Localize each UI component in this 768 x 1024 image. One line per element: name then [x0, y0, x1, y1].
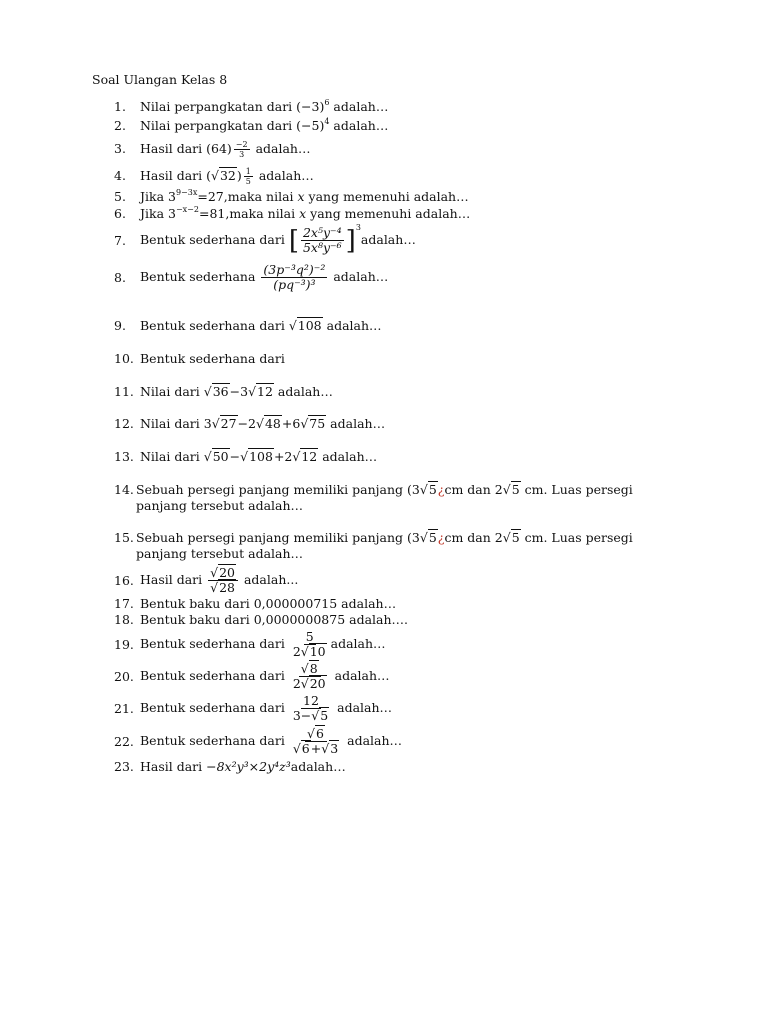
question-number: 4. — [114, 168, 126, 183]
fraction — [301, 226, 344, 255]
question-number: 8. — [114, 269, 126, 285]
fraction — [291, 694, 331, 723]
radicand: 27 — [220, 416, 237, 431]
exponent-numerator: 1 — [245, 167, 251, 176]
bracket-left: [ — [288, 225, 299, 256]
math-rhs: =81 — [198, 206, 226, 221]
exponent-denominator: 5 — [245, 177, 251, 186]
bracket-right: ] — [345, 225, 356, 256]
sqrt: √48 — [256, 416, 281, 431]
math-exponent: 6 — [324, 98, 330, 107]
math-base: (64) — [206, 141, 232, 156]
sqrt: √27 — [211, 416, 237, 431]
question-16 — [114, 566, 298, 595]
question-text-end: cm. Luas persegi panjang tersebut adalah… — [136, 530, 633, 561]
question-text-end: adalah… — [326, 416, 386, 431]
question-number: 21. — [114, 700, 134, 716]
exponent-denominator: 3 — [239, 150, 245, 159]
question-number: 18. — [114, 612, 134, 627]
document-title: Soal Ulangan Kelas 8 — [92, 72, 228, 87]
math-exponent: 9−3x — [175, 188, 198, 197]
radicand: 5 — [428, 482, 437, 497]
operator: − — [229, 449, 241, 464]
sqrt: √5 — [419, 530, 437, 545]
radicand: 20 — [219, 565, 235, 580]
operator: −2 — [237, 416, 257, 431]
question-text: Bentuk sederhana dari — [139, 636, 289, 651]
question-number: 7. — [114, 232, 126, 248]
math-base: 3 — [168, 189, 176, 204]
radicand: 5 — [320, 708, 329, 723]
question-9 — [114, 318, 382, 334]
question-text: Nilai perpangkatan dari — [139, 118, 297, 133]
question-14 — [114, 482, 661, 514]
fraction-denominator: (pq⁻³)³ — [273, 277, 316, 292]
radicand: 32 — [219, 168, 236, 183]
question-number: 2. — [114, 118, 126, 133]
question-text: Nilai dari — [139, 384, 204, 399]
question-5 — [114, 189, 469, 205]
fraction-numerator: 2x⁵y⁻⁴ — [302, 225, 342, 240]
math-base: (−3) — [296, 99, 325, 114]
question-text: Bentuk sederhana dari — [139, 351, 285, 366]
question-20 — [114, 662, 390, 691]
question-text-end: adalah… — [318, 449, 378, 464]
variable: x — [299, 206, 307, 221]
math-exponent: −x−2 — [175, 205, 199, 214]
question-number: 10. — [114, 351, 134, 366]
question-number: 19. — [114, 636, 134, 652]
question-text-end: adalah… — [329, 118, 389, 133]
question-text-mid: cm dan 2 — [444, 530, 503, 545]
question-text-mid: ,maka nilai — [223, 189, 298, 204]
question-text-end: adalah… — [329, 269, 389, 284]
question-text: Hasil dari — [139, 141, 207, 156]
question-text: Hasil dari — [139, 168, 207, 183]
sqrt: √12 — [292, 449, 318, 464]
fraction: $\frac{√6}{√6+√3}$ — [292, 726, 339, 756]
question-13 — [114, 449, 377, 465]
question-6 — [114, 206, 470, 222]
question-text: Jika — [139, 189, 168, 204]
variable: x — [297, 189, 305, 204]
question-text-end: cm. Luas persegi panjang tersebut adalah… — [136, 482, 633, 513]
radicand: 75 — [309, 416, 326, 431]
question-number: 20. — [114, 668, 134, 684]
question-15 — [114, 530, 661, 562]
coefficient: 2 — [292, 644, 301, 659]
fraction-denominator: 5x⁸y⁻⁶ — [302, 240, 342, 255]
question-text-end: adalah… — [273, 384, 333, 399]
sqrt: √50 — [203, 449, 229, 464]
fraction — [291, 662, 329, 691]
question-text-mid: cm dan 2 — [444, 482, 503, 497]
radicand: 6 — [315, 726, 324, 741]
radicand: 5 — [428, 530, 437, 545]
sqrt: √10 — [300, 644, 326, 659]
radicand: 28 — [219, 580, 235, 595]
fraction — [208, 566, 238, 595]
question-11 — [114, 384, 333, 400]
question-text-end: adalah… — [330, 636, 386, 651]
question-text: Bentuk baku dari 0,0000000875 adalah…. — [139, 612, 409, 627]
question-text-end: adalah… — [329, 99, 389, 114]
radicand: 50 — [212, 449, 229, 464]
sqrt: √6 — [292, 741, 310, 756]
math-exponent: 3 — [355, 223, 361, 232]
question-1 — [114, 99, 388, 115]
fraction — [261, 263, 327, 292]
math-rhs: =27 — [197, 189, 224, 204]
question-12 — [114, 416, 385, 432]
question-text-end: adalah... — [240, 572, 299, 587]
question-text: Bentuk sederhana dari — [139, 318, 289, 333]
coefficient: 3− — [292, 708, 312, 723]
question-text-end: adalah… — [333, 700, 393, 715]
question-number: 11. — [114, 384, 134, 399]
question-text: Nilai perpangkatan dari — [139, 99, 297, 114]
question-text: Bentuk sederhana dari — [139, 232, 289, 247]
question-22 — [114, 727, 402, 756]
question-number: 17. — [114, 596, 134, 611]
radicand: 6 — [301, 741, 310, 756]
radicand: 5 — [511, 482, 520, 497]
question-number: 23. — [114, 759, 134, 774]
sqrt: √5 — [502, 482, 520, 497]
question-10 — [114, 351, 285, 367]
question-text: Bentuk sederhana dari — [139, 700, 289, 715]
question-text: Sebuah persegi panjang memiliki panjang (3 — [136, 482, 420, 497]
radicand: 3 — [330, 741, 339, 756]
sqrt: √28 — [210, 580, 235, 595]
sqrt: √5 — [419, 482, 437, 497]
sqrt: √3 — [321, 741, 339, 756]
fraction-numerator: (3p⁻³q²)⁻² — [263, 262, 326, 277]
question-text-end: yang memenuhi adalah… — [306, 206, 471, 221]
question-number: 16. — [114, 572, 134, 588]
question-number: 14. — [114, 482, 134, 497]
coefficient: 3 — [203, 416, 212, 431]
radicand: 108 — [297, 318, 322, 333]
question-number: 1. — [114, 99, 126, 114]
question-number: 22. — [114, 733, 134, 749]
question-text: Hasil dari — [139, 759, 207, 774]
radicand: 12 — [257, 384, 273, 399]
question-text: Bentuk sederhana dari — [139, 668, 289, 683]
fraction — [291, 630, 329, 659]
sqrt: √6 — [307, 726, 324, 741]
missing-glyph: ¿ — [437, 482, 445, 497]
question-text-end: adalah… — [290, 759, 346, 774]
question-text: Nilai dari — [139, 449, 204, 464]
sqrt: √75 — [300, 416, 326, 431]
sqrt: √5 — [311, 708, 329, 723]
question-4: 4. Hasil dari (√32) $\frac{1}{5}$ adalah… — [114, 167, 314, 186]
sqrt: √36 — [203, 384, 229, 399]
question-18 — [114, 612, 408, 628]
sqrt: √108 — [288, 318, 322, 333]
question-2 — [114, 118, 388, 134]
question-21 — [114, 694, 392, 723]
question-text-end: adalah… — [251, 141, 311, 156]
question-text: Bentuk sederhana — [139, 269, 260, 284]
question-text-end: yang memenuhi adalah… — [304, 189, 469, 204]
question-number: 9. — [114, 318, 126, 333]
radicand: 8 — [309, 661, 318, 676]
sqrt: √12 — [248, 384, 273, 399]
question-text: Bentuk baku dari 0,000000715 adalah… — [139, 596, 397, 611]
question-text-end: adalah… — [322, 318, 382, 333]
question-7 — [114, 223, 416, 256]
question-text-end: adalah… — [254, 168, 314, 183]
exponent-numerator: −2 — [235, 140, 248, 149]
question-text: Hasil dari — [139, 572, 207, 587]
question-19 — [114, 630, 386, 659]
operator: +2 — [273, 449, 293, 464]
question-text-end: adalah… — [330, 668, 390, 683]
missing-glyph: ¿ — [437, 530, 445, 545]
math-expression: −8x²y³×2y⁴z³ — [206, 759, 291, 774]
question-number: 13. — [114, 449, 134, 464]
fraction-numerator: 5 — [305, 629, 314, 644]
sqrt: √20 — [300, 676, 326, 691]
sqrt: √108 — [240, 449, 273, 464]
radicand: 36 — [212, 384, 229, 399]
radicand: 10 — [309, 644, 326, 659]
question-text: Jika — [139, 206, 168, 221]
question-number: 12. — [114, 416, 134, 431]
question-8 — [114, 263, 388, 292]
question-17 — [114, 596, 396, 612]
question-text: Bentuk sederhana dari — [139, 733, 289, 748]
radicand: 5 — [511, 530, 520, 545]
question-text: Sebuah persegi panjang memiliki panjang (3 — [136, 530, 420, 545]
radicand: 48 — [264, 416, 281, 431]
sqrt: √5 — [502, 530, 520, 545]
radicand: 20 — [309, 676, 326, 691]
sqrt: √20 — [210, 565, 235, 580]
question-number: 6. — [114, 206, 126, 221]
sqrt: √8 — [300, 661, 318, 676]
radicand: 12 — [301, 449, 318, 464]
radicand: 108 — [249, 449, 273, 464]
math-base: (−5) — [296, 118, 325, 133]
math-base: 3 — [168, 206, 176, 221]
sqrt: √32 — [211, 168, 236, 183]
question-number: 3. — [114, 141, 126, 156]
question-text-mid: ,maka nilai — [225, 206, 300, 221]
question-text-end: adalah… — [343, 733, 403, 748]
question-3 — [114, 140, 310, 159]
question-number: 5. — [114, 189, 126, 204]
fraction-numerator: 12 — [303, 693, 319, 708]
coefficient: 2 — [292, 676, 301, 691]
question-text: Nilai dari — [139, 416, 204, 431]
operator: +6 — [281, 416, 301, 431]
operator: −3 — [229, 384, 249, 399]
question-text-end: adalah… — [360, 232, 416, 247]
math-exponent: 4 — [324, 117, 330, 126]
question-number: 15. — [114, 530, 134, 545]
question-23 — [114, 759, 346, 775]
